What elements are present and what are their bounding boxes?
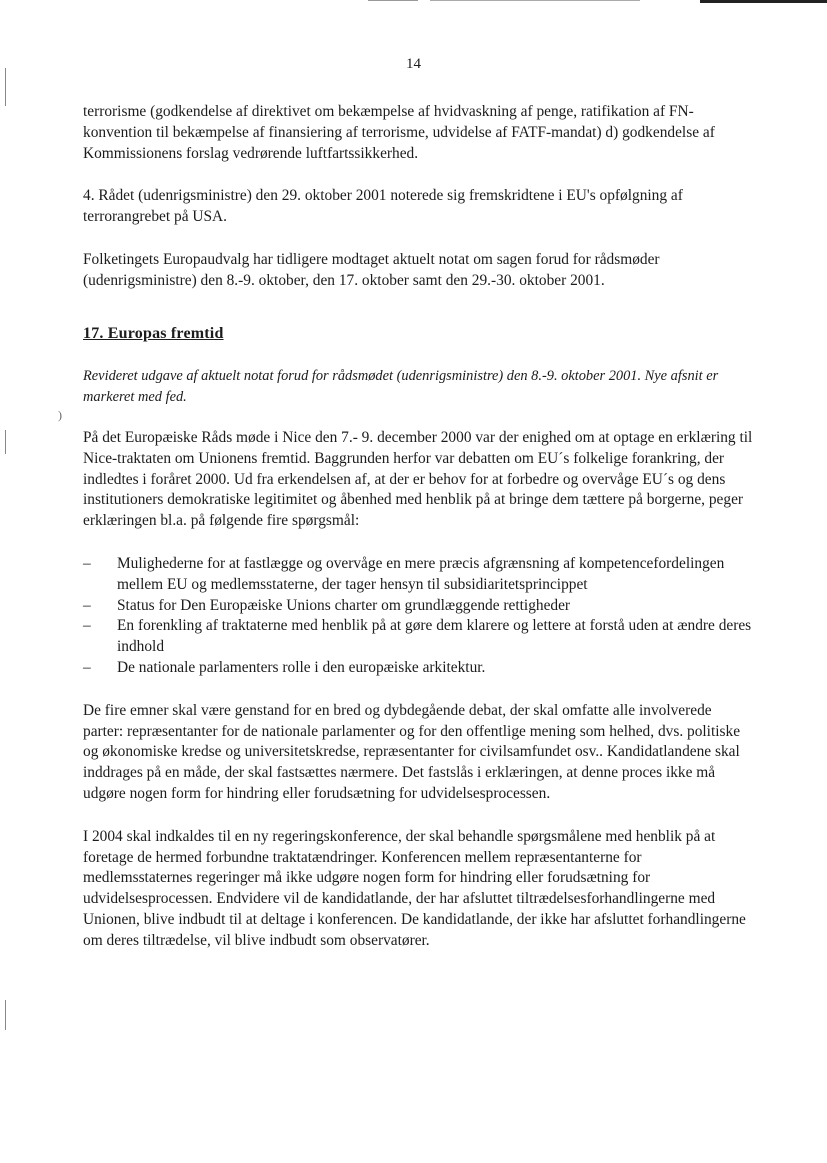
- paragraph-igc-2004: I 2004 skal indkaldes til en ny regeringskonference, der skal behandle spørgsmålene med henblik på at foretage de hermed forbundne traktatændringer. Konferencen mellem repræsentanterne for medlemsstaternes regeringer må ikke udgøre nogen form for hindring eller forudsætning for udvidelsesprocessen. Endvidere vil de kandidatlande, der har afsluttet tiltrædelsesforhandlingerne med Unionen, blive indbudt til at deltage i konferencen. De kandidatlande, der ikke har afsluttet forhandlingerne om deres tiltrædelse, vil blive indbudt som observatører.: [83, 827, 746, 949]
- list-item-text: De nationale parlamenters rolle i den europæiske arkitektur.: [117, 658, 486, 676]
- list-item: [83, 596, 753, 617]
- section-heading: 17. Europas fremtid: [83, 324, 224, 342]
- dash-bullet: –: [83, 596, 91, 614]
- dash-bullet: –: [83, 658, 91, 676]
- scan-edge-line: [430, 0, 640, 1]
- dash-bullet: –: [83, 554, 91, 572]
- paragraph-terrorism: terrorisme (godkendelse af direktivet om bekæmpelse af hvidvaskning af penge, ratifikation af FN-konvention til bekæmpelse af finansiering af terrorisme, udvidelse af FATF-mandat) d) godkendelse af Kommissionens forslag vedrørende luftfartssikkerhed.: [83, 103, 715, 162]
- paragraph-debate: De fire emner skal være genstand for en bred og dybdegående debat, der skal omfatte alle involverede parter: repræsentanter for de nationale parlamenter og for den offentlige mening som helhed, dvs. politiske og økonomiske kredse og universitetskredse, repræsentanter for civilsamfundet osv.. Kandidatlandene skal inddrages på en måde, der skal fastsættes nærmere. Det fastslås i erklæringen, at denne proces ikke må udgøre nogen form for hindring eller forudsætning for udvidelsesprocessen.: [83, 701, 741, 802]
- list-item: [83, 658, 753, 679]
- paragraph-europaudvalg: Folketingets Europaudvalg har tidligere modtaget aktuelt notat om sagen forud for rådsmøder (udenrigsministre) den 8.-9. oktober, den 17. oktober samt den 29.-30. oktober 2001.: [83, 250, 660, 289]
- list-item-text: En forenkling af traktaterne med henblik på at gøre dem klarere og lettere at forstå uden at ændre deres indhold: [117, 617, 752, 656]
- page-number: 14: [406, 56, 421, 72]
- question-list: [83, 554, 753, 679]
- scan-margin-mark: [5, 430, 6, 454]
- scan-margin-mark: [5, 1000, 6, 1030]
- list-item: [83, 616, 753, 658]
- list-item-text: Mulighederne for at fastlægge og overvåge en mere præcis afgrænsning af kompetencefordelingen mellem EU og medlemsstaterne, der tager hensyn til subsidiaritetsprincippet: [117, 554, 725, 593]
- scan-edge-line: [368, 0, 418, 1]
- document-body: [83, 102, 753, 974]
- scan-edge-line: [700, 0, 827, 3]
- scan-margin-mark: [5, 68, 6, 106]
- paragraph-nice-intro: På det Europæiske Råds møde i Nice den 7.- 9. december 2000 var der enighed om at optage en erklæring til Nice-traktaten om Unionens fremtid. Baggrunden herfor var debatten om EU´s folkelige forankring, der indledtes i foråret 2000. Ud fra erkendelsen af, at der er behov for at forbedre og overvåge EU´s og dens institutioners demokratiske legitimitet og åbenhed med henblik på at bringe dem tættere på borgerne, peger erklæringen bl.a. på følgende fire spørgsmål:: [83, 428, 753, 530]
- list-item: [83, 554, 753, 596]
- paragraph-council-oct29: 4. Rådet (udenrigsministre) den 29. oktober 2001 noterede sig fremskridtene i EU's opfølgning af terrorangrebet på USA.: [83, 187, 683, 226]
- stray-mark: ): [58, 408, 62, 422]
- dash-bullet: –: [83, 617, 91, 635]
- list-item-text: Status for Den Europæiske Unions charter om grundlæggende rettigheder: [117, 596, 571, 614]
- revised-note: Revideret udgave af aktuelt notat forud for rådsmødet (udenrigsministre) den 8.-9. oktober 2001. Nye afsnit er markeret med fed.: [83, 368, 719, 406]
